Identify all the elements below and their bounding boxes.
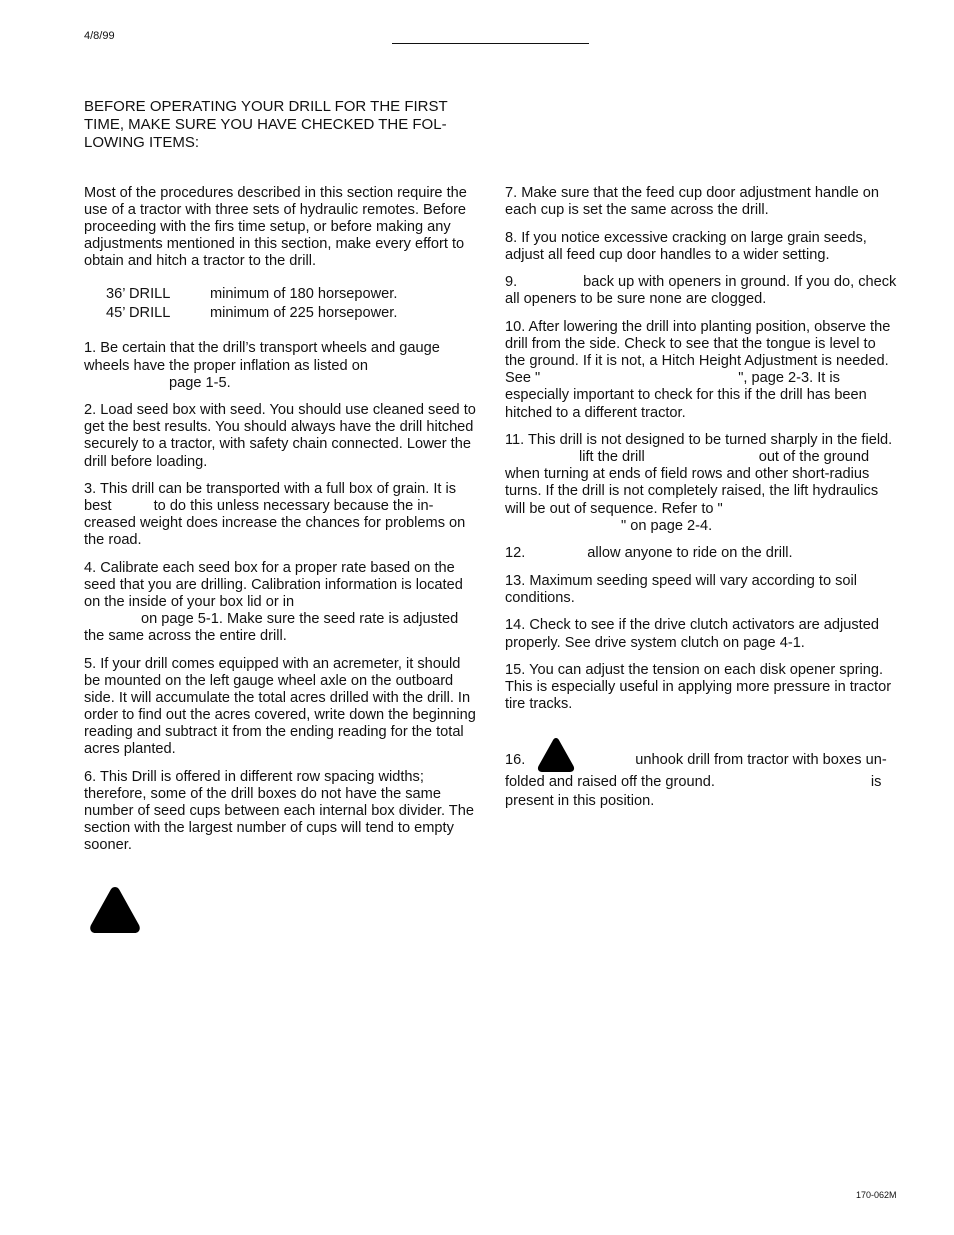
- left-column: [84, 185, 476, 865]
- list-item-5: 5. If your drill comes equipped with an acremeter, it should be mounted on the left gauge wheel axle on the outboard side. It will accumulate the total acres drilled with the drill. In order to find out the acres covered, write down the beginning reading and subtract it from the ending reading for the total acres planted.: [84, 655, 476, 758]
- list-item-6: 6. This Drill is offered in different row spacing widths; therefore, some of the drill boxes do not have the same number of seed cups between each internal box divider. The section with the largest number of cups will tend to empty sooner.: [84, 769, 474, 854]
- warning-triangle-icon: [89, 885, 141, 935]
- item-number: 9.: [505, 274, 518, 291]
- list-item-12: [505, 545, 897, 562]
- list-item-14: 14. Check to see if the drive clutch activators are adjusted properly. See drive system clutch on page 4-1.: [505, 617, 879, 651]
- item-number: 16.: [505, 752, 526, 769]
- intro-heading: BEFORE OPERATING YOUR DRILL FOR THE FIRST TIME, MAKE SURE YOU HAVE CHECKED THE FOLLOWING ITEMS:: [84, 98, 448, 151]
- list-item-13: 13. Maximum seeding speed will vary according to soil conditions.: [505, 572, 858, 606]
- item-text: 11. This drill is not designed to be turned sharply in the field.: [505, 432, 893, 449]
- warning-triangle-icon: [537, 737, 575, 773]
- item-text: unhook drill from tractor with boxes unfolded and raised off the ground.: [505, 752, 887, 791]
- item-number: 12.: [505, 545, 526, 562]
- item-text: to do this unless necessary because the increased weight does increase the chances for problems on the road.: [84, 498, 466, 549]
- list-item-9: [505, 274, 897, 308]
- document-code: 170-062M: [856, 1190, 897, 1200]
- revision-date: 4/8/99: [84, 30, 115, 42]
- item-text: allow anyone to ride on the drill.: [587, 545, 793, 562]
- item-text: on page 5-1. Make sure the seed rate is adjusted the same across the entire drill.: [84, 611, 459, 645]
- list-item-15: 15. You can adjust the tension on each disk opener spring. This is especially useful in applying more pressure in tractor tire tracks.: [505, 662, 892, 713]
- right-column: [505, 185, 897, 822]
- item-text: 10. After lowering the drill into planting position, observe the drill from the side. Check to see that the tongue is level to the ground. If it is not, a Hitch Height Adjustment is needed. See ": [505, 319, 891, 387]
- spec-requirement: minimum of 225 horsepower.: [210, 305, 398, 322]
- item-text: ", page 2-3. It is especially important to check for this if the drill has been hitched to a different tractor.: [505, 370, 867, 421]
- item-text: 1. Be certain that the drill’s transport wheels and gauge wheels have the proper inflation as listed on: [84, 340, 440, 374]
- item-text: " on page 2-4.: [621, 517, 713, 534]
- item-text: is present in this position.: [505, 774, 882, 810]
- spec-model: 45’ DRILL: [106, 305, 171, 322]
- list-item-8: 8. If you notice excessive cracking on large grain seeds, adjust all feed cup door handles to a wider setting.: [505, 229, 867, 263]
- spec-requirement: minimum of 180 horsepower.: [210, 286, 398, 303]
- item-text: 3. This drill can be transported with a full box of grain. It is best: [84, 481, 457, 515]
- item-text: 4. Calibrate each seed box for a proper rate based on the seed that you are drilling. Calibration information is located on the inside of your box lid or in: [84, 560, 463, 611]
- spec-model: 36’ DRILL: [106, 286, 171, 303]
- list-item-10: [505, 319, 897, 422]
- list-item-1: [84, 340, 476, 391]
- list-item-16: [505, 737, 897, 811]
- list-item-3: [84, 481, 476, 549]
- list-item-7: 7. Make sure that the feed cup door adjustment handle on each cup is set the same across the drill.: [505, 185, 880, 219]
- spec-row: [106, 305, 476, 324]
- item-text: page 1-5.: [169, 374, 231, 391]
- item-text: out of the ground when turning at ends of field rows and other short-radius turns. If the drill is not completely raised, the lift hydraulics will be out of sequence. Refer to ": [505, 449, 879, 517]
- list-item-11: [505, 432, 897, 535]
- horsepower-spec-table: [106, 286, 476, 324]
- item-text: lift the drill: [579, 449, 645, 466]
- lead-paragraph: Most of the procedures described in this section require the use of a tractor with three sets of hydraulic remotes. Before proceeding with the firs time setup, or before making any adjustments mentioned in this section, make every effort to obtain and hitch a tractor to the drill.: [84, 185, 467, 270]
- header-rule: [392, 43, 589, 44]
- list-item-4: [84, 560, 476, 645]
- item-text: back up with openers in ground. If you do, check all openers to be sure none are clogged.: [505, 274, 897, 308]
- list-item-2: 2. Load seed box with seed. You should use cleaned seed to get the best results. You should always have the drill hitched securely to a tractor, with safety chain connected. Lower the drill before loading.: [84, 402, 476, 470]
- spec-row: [106, 286, 476, 305]
